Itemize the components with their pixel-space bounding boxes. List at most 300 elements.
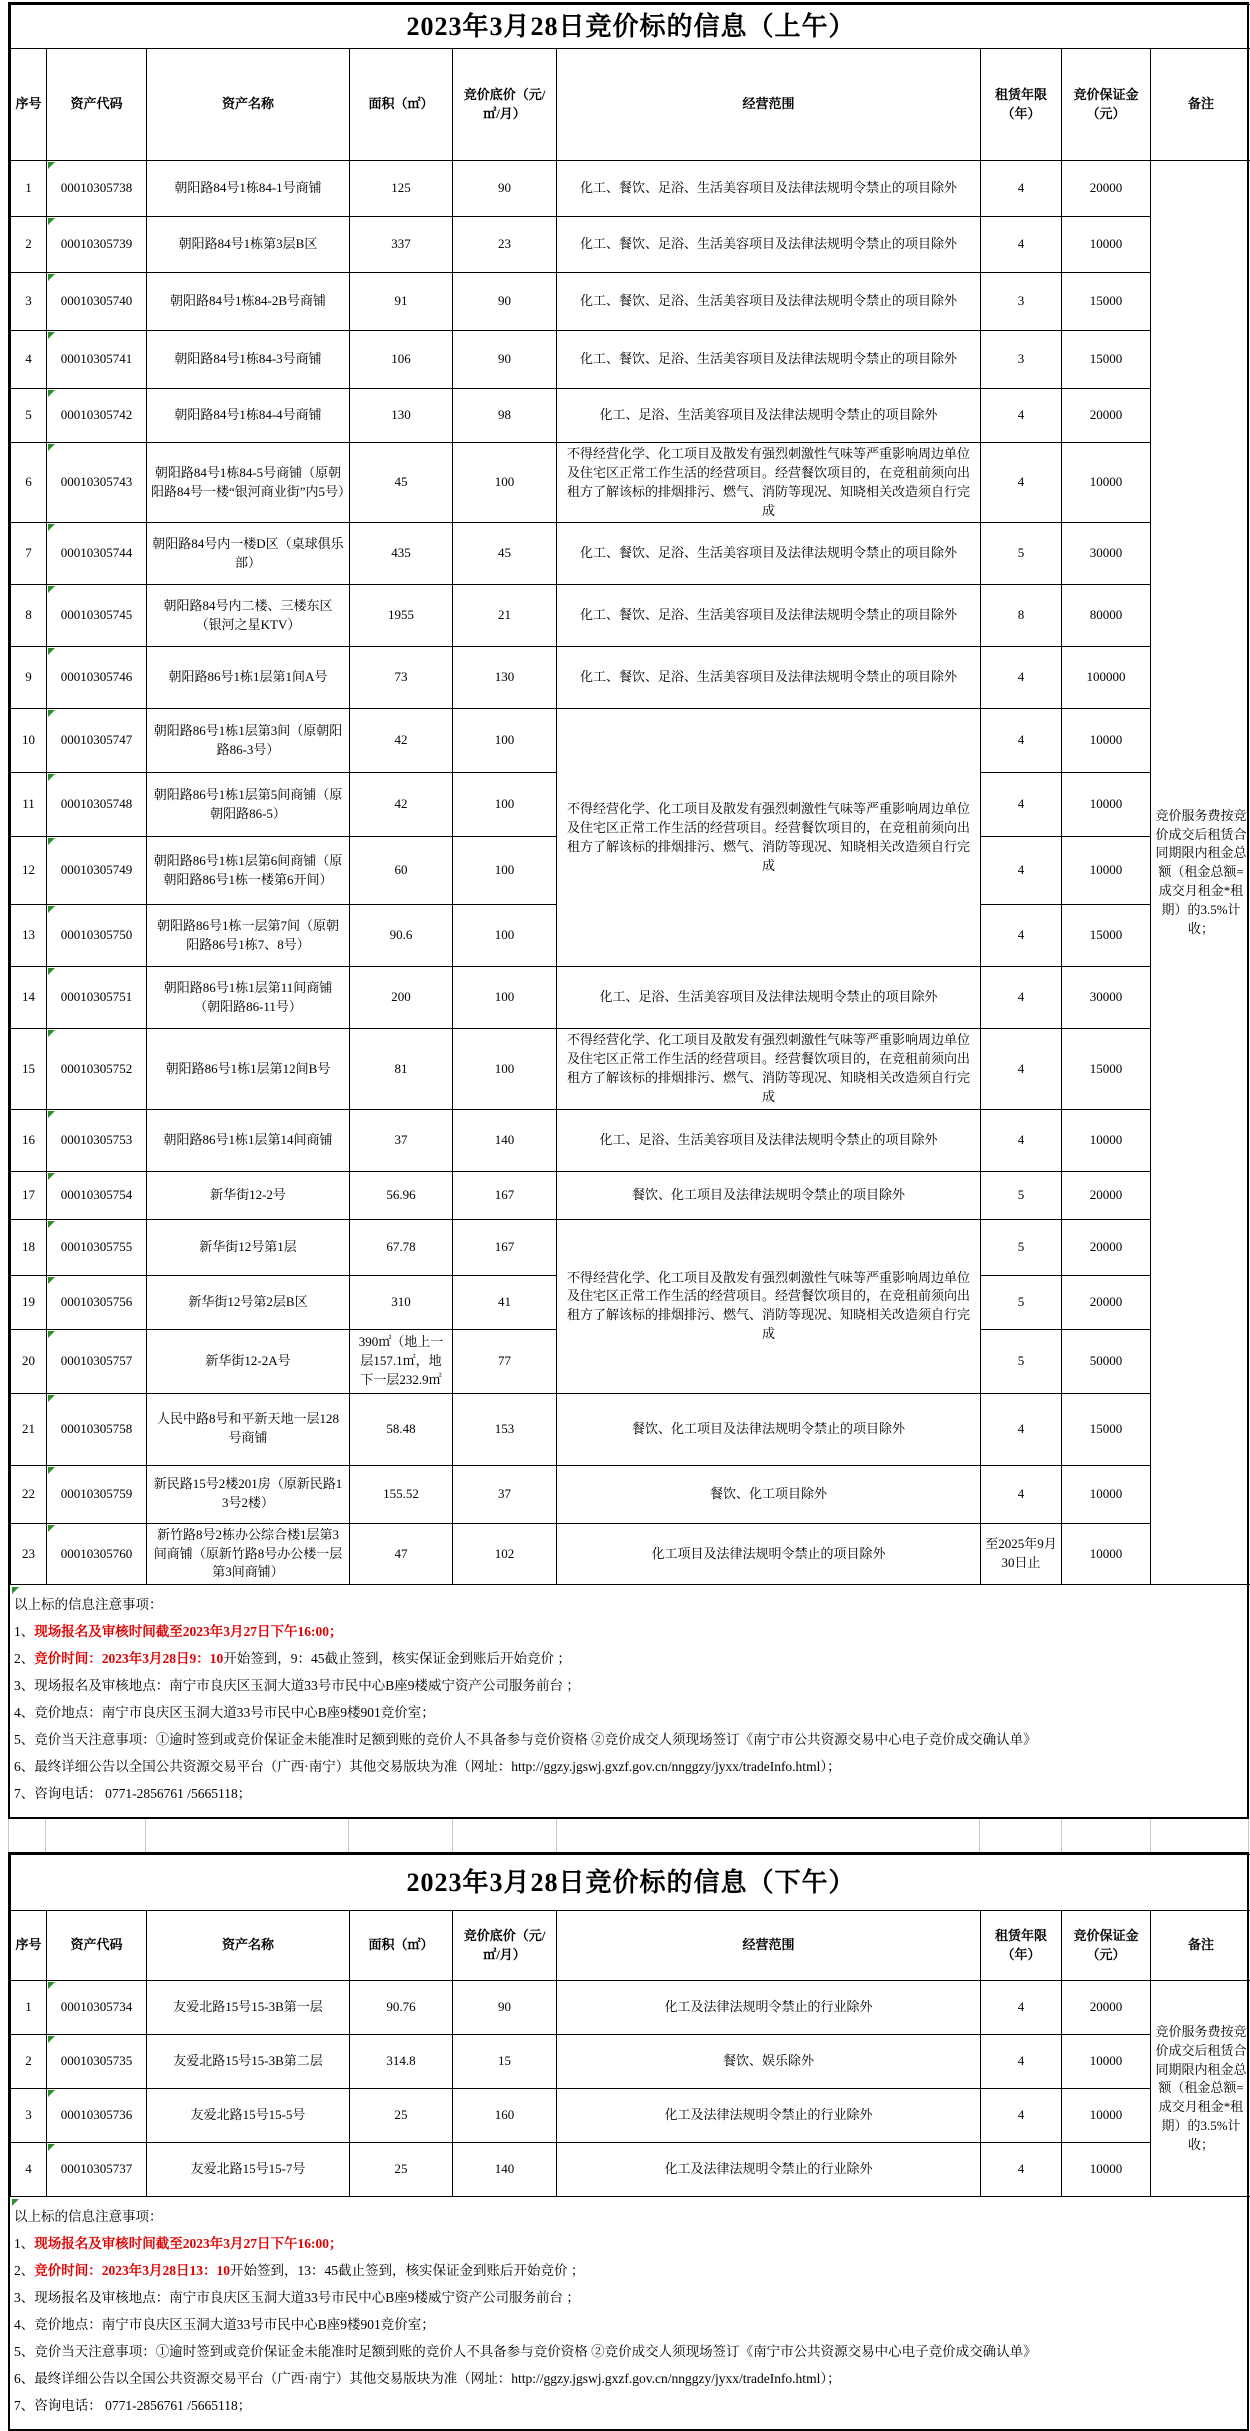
cell-lease-years: 4 (981, 905, 1062, 967)
cell-area: 81 (350, 1029, 453, 1109)
asset-code: 00010305734 (61, 1999, 133, 2014)
note-number: 2、 (14, 1651, 34, 1666)
cell-deposit: 10000 (1062, 837, 1151, 905)
cell-business-scope: 不得经营化学、化工项目及散发有强烈刺激性气味等严重影响周边单位及住宅区正常工作生活的经营项目。经营餐饮项目的，在竞租前须向出租方了解该标的排烟排污、燃气、消防等现况、知晓相关改造须自行完成 (557, 443, 981, 523)
cell-asset-name: 朝阳路84号1栋84-3号商铺 (147, 331, 350, 389)
cell-asset-code (47, 1219, 147, 1275)
cell-floor-price: 167 (453, 1219, 557, 1275)
cell-business-scope: 餐饮、化工项目及法律法规明令禁止的项目除外 (557, 1171, 981, 1219)
excel-flag-icon (48, 218, 55, 225)
table-row (11, 273, 1250, 331)
notes-morning (10, 1585, 1247, 1817)
cell-asset-code (47, 389, 147, 443)
cell-deposit: 15000 (1062, 1393, 1151, 1465)
cell-seq: 2 (11, 217, 47, 273)
grid-cell (46, 1819, 147, 1852)
cell-deposit: 20000 (1062, 1275, 1151, 1329)
asset-code: 00010305752 (61, 1061, 133, 1076)
asset-code: 00010305759 (61, 1486, 133, 1501)
note-item (14, 2365, 1241, 2392)
cell-asset-name: 新民路15号2楼201房（原新民路13号2楼） (147, 1465, 350, 1523)
grid-cell (1151, 1819, 1249, 1852)
cell-deposit: 10000 (1062, 1109, 1151, 1171)
excel-flag-icon (48, 586, 55, 593)
cell-seq: 10 (11, 709, 47, 773)
cell-seq: 3 (11, 273, 47, 331)
cell-area: 73 (350, 647, 453, 709)
grid-cell (146, 1819, 349, 1852)
note-number: 5、 (14, 2344, 34, 2359)
note-number: 3、 (14, 1678, 34, 1693)
cell-area: 25 (350, 2089, 453, 2143)
cell-deposit: 20000 (1062, 161, 1151, 217)
cell-asset-name: 朝阳路86号1栋1层第12间B号 (147, 1029, 350, 1109)
cell-seq: 7 (11, 523, 47, 585)
cell-business-scope: 化工、足浴、生活美容项目及法律法规明令禁止的项目除外 (557, 1109, 981, 1171)
excel-flag-icon (48, 274, 55, 281)
cell-seq: 1 (11, 161, 47, 217)
cell-deposit: 10000 (1062, 2089, 1151, 2143)
cell-asset-code (47, 1393, 147, 1465)
note-item (14, 2311, 1241, 2338)
cell-seq: 6 (11, 443, 47, 523)
header-asset-code: 资产代码 (47, 49, 147, 161)
note-red-text: 竞价时间：2023年3月28日13：10 (34, 2263, 230, 2278)
cell-asset-code (47, 1171, 147, 1219)
cell-remark-merged: 竞价服务费按竞价成交后租赁合同期限内租金总额（租金总额=成交月租金*租期）的3.5%计收； (1151, 1981, 1250, 2197)
cell-deposit: 30000 (1062, 967, 1151, 1029)
cell-seq: 8 (11, 585, 47, 647)
cell-asset-name: 新竹路8号2栋办公综合楼1层第3间商铺（原新竹路8号办公楼一层第3间商铺） (147, 1523, 350, 1585)
cell-seq: 4 (11, 2143, 47, 2197)
table-row (11, 161, 1250, 217)
asset-code: 00010305738 (61, 180, 133, 195)
cell-area: 56.96 (350, 1171, 453, 1219)
asset-code: 00010305735 (61, 2053, 133, 2068)
cell-asset-name: 新华街12号第1层 (147, 1219, 350, 1275)
excel-flag-icon (48, 2090, 55, 2097)
asset-code: 00010305744 (61, 545, 133, 560)
cell-floor-price: 167 (453, 1171, 557, 1219)
asset-code: 00010305743 (61, 474, 133, 489)
cell-floor-price: 100 (453, 773, 557, 837)
cell-area: 337 (350, 217, 453, 273)
table-row (11, 967, 1250, 1029)
note-item (14, 1618, 1241, 1645)
note-number: 3、 (14, 2290, 34, 2305)
table-row (11, 1981, 1250, 2035)
asset-code: 00010305754 (61, 1187, 133, 1202)
cell-lease-years: 4 (981, 217, 1062, 273)
grid-cell (557, 1819, 980, 1852)
asset-code: 00010305751 (61, 989, 133, 1004)
cell-asset-name: 朝阳路84号1栋84-2B号商铺 (147, 273, 350, 331)
cell-area: 60 (350, 837, 453, 905)
header-seq: 序号 (11, 1911, 47, 1981)
cell-floor-price: 140 (453, 1109, 557, 1171)
cell-area: 200 (350, 967, 453, 1029)
cell-lease-years: 5 (981, 1171, 1062, 1219)
table-row (11, 331, 1250, 389)
note-item (14, 2338, 1241, 2365)
note-red-text: 现场报名及审核时间截至2023年3月27日下午16:00； (34, 1624, 342, 1639)
asset-code: 00010305760 (61, 1546, 133, 1561)
grid-cell (453, 1819, 558, 1852)
asset-code: 00010305750 (61, 927, 133, 942)
cell-lease-years: 5 (981, 1329, 1062, 1393)
cell-floor-price: 100 (453, 1029, 557, 1109)
asset-code: 00010305753 (61, 1132, 133, 1147)
note-item (14, 1672, 1241, 1699)
grid-cell (8, 1819, 46, 1852)
header-seq: 序号 (11, 49, 47, 161)
header-floor-price: 竞价底价（元/㎡/月） (453, 49, 557, 161)
cell-seq: 1 (11, 1981, 47, 2035)
cell-asset-name: 朝阳路84号1栋84-4号商铺 (147, 389, 350, 443)
header-lease-years: 租赁年限（年） (981, 49, 1062, 161)
cell-asset-code (47, 967, 147, 1029)
note-number: 7、 (14, 2398, 34, 2413)
cell-lease-years: 4 (981, 1109, 1062, 1171)
asset-code: 00010305758 (61, 1421, 133, 1436)
cell-deposit: 20000 (1062, 389, 1151, 443)
cell-asset-name: 友爱北路15号15-5号 (147, 2089, 350, 2143)
cell-floor-price: 153 (453, 1393, 557, 1465)
header-floor-price: 竞价底价（元/㎡/月） (453, 1911, 557, 1981)
excel-flag-icon (48, 1277, 55, 1284)
excel-flag-icon (48, 444, 55, 451)
excel-flag-icon (12, 1587, 19, 1594)
header-deposit: 竞价保证金（元） (1062, 49, 1151, 161)
cell-asset-code (47, 2089, 147, 2143)
note-text: 竞价当天注意事项：①逾时签到或竞价保证金未能准时足额到账的竞价人不具备参与竞价资格 ②竞价成交人须现场签订《南宁市公共资源交易中心电子竞价成交确认单》 (34, 2344, 1036, 2359)
cell-asset-name: 朝阳路84号内二楼、三楼东区（银河之星KTV） (147, 585, 350, 647)
cell-floor-price: 90 (453, 1981, 557, 2035)
title-row (11, 1855, 1250, 1911)
asset-code: 00010305745 (61, 607, 133, 622)
cell-asset-code (47, 1275, 147, 1329)
excel-flag-icon (48, 1525, 55, 1532)
header-area: 面积（㎡） (350, 49, 453, 161)
cell-deposit: 80000 (1062, 585, 1151, 647)
cell-business-scope: 化工、餐饮、足浴、生活美容项目及法律法规明令禁止的项目除外 (557, 585, 981, 647)
cell-deposit: 50000 (1062, 1329, 1151, 1393)
cell-area: 435 (350, 523, 453, 585)
table-row (11, 709, 1250, 773)
cell-area: 42 (350, 773, 453, 837)
cell-floor-price: 98 (453, 389, 557, 443)
excel-flag-icon (48, 1331, 55, 1338)
excel-flag-icon (48, 1221, 55, 1228)
note-number: 1、 (14, 2236, 34, 2251)
cell-seq: 12 (11, 837, 47, 905)
cell-lease-years: 4 (981, 2143, 1062, 2197)
cell-deposit: 30000 (1062, 523, 1151, 585)
excel-flag-icon (48, 1111, 55, 1118)
afternoon-table (10, 1854, 1250, 2197)
header-remark: 备注 (1151, 1911, 1250, 1981)
cell-seq: 19 (11, 1275, 47, 1329)
cell-business-scope: 餐饮、娱乐除外 (557, 2035, 981, 2089)
cell-deposit: 10000 (1062, 443, 1151, 523)
cell-seq: 4 (11, 331, 47, 389)
cell-lease-years: 4 (981, 1981, 1062, 2035)
cell-lease-years: 4 (981, 161, 1062, 217)
cell-asset-name: 朝阳路84号1栋84-5号商铺（原朝阳路84号一楼“银河商业街”内5号） (147, 443, 350, 523)
notes-heading: 以上标的信息注意事项： (14, 1591, 1241, 1618)
cell-seq: 22 (11, 1465, 47, 1523)
cell-seq: 15 (11, 1029, 47, 1109)
cell-asset-code (47, 2035, 147, 2089)
cell-lease-years: 4 (981, 647, 1062, 709)
cell-area: 91 (350, 273, 453, 331)
cell-seq: 2 (11, 2035, 47, 2089)
cell-seq: 3 (11, 2089, 47, 2143)
cell-floor-price: 100 (453, 967, 557, 1029)
cell-deposit: 15000 (1062, 331, 1151, 389)
cell-asset-code (47, 647, 147, 709)
cell-asset-name: 朝阳路84号内一楼D区（桌球俱乐部） (147, 523, 350, 585)
cell-lease-years: 4 (981, 967, 1062, 1029)
note-item (14, 1780, 1241, 1807)
cell-asset-code (47, 1523, 147, 1585)
asset-code: 00010305739 (61, 236, 133, 251)
cell-area: 90.6 (350, 905, 453, 967)
cell-area: 125 (350, 161, 453, 217)
cell-area: 310 (350, 1275, 453, 1329)
cell-asset-code (47, 1465, 147, 1523)
asset-code: 00010305742 (61, 407, 133, 422)
note-item (14, 1699, 1241, 1726)
cell-asset-name: 朝阳路84号1栋第3层B区 (147, 217, 350, 273)
cell-asset-code (47, 331, 147, 389)
note-item (14, 2230, 1241, 2257)
note-number: 5、 (14, 1732, 34, 1747)
note-red-text: 竞价时间：2023年3月28日9：10 (34, 1651, 223, 1666)
header-asset-name: 资产名称 (147, 49, 350, 161)
cell-lease-years: 至2025年9月30日止 (981, 1523, 1062, 1585)
cell-floor-price: 90 (453, 331, 557, 389)
excel-flag-icon (48, 648, 55, 655)
cell-asset-code (47, 273, 147, 331)
cell-area: 47 (350, 1523, 453, 1585)
cell-business-scope: 化工项目及法律法规明令禁止的项目除外 (557, 1523, 981, 1585)
header-area: 面积（㎡） (350, 1911, 453, 1981)
table-row (11, 1523, 1250, 1585)
cell-asset-name: 新华街12号第2层B区 (147, 1275, 350, 1329)
note-item (14, 1645, 1241, 1672)
cell-area: 106 (350, 331, 453, 389)
cell-asset-code (47, 217, 147, 273)
cell-business-scope: 化工、足浴、生活美容项目及法律法规明令禁止的项目除外 (557, 389, 981, 443)
excel-flag-icon (48, 1982, 55, 1989)
excel-flag-icon (48, 390, 55, 397)
cell-seq: 21 (11, 1393, 47, 1465)
cell-business-scope: 化工及法律法规明令禁止的行业除外 (557, 2143, 981, 2197)
header-remark: 备注 (1151, 49, 1250, 161)
cell-lease-years: 5 (981, 1275, 1062, 1329)
note-text: 最终详细公告以全国公共资源交易平台（广西·南宁）其他交易版块为准（网址：http://ggzy.jgswj.gxzf.gov.cn/nnggzy/jyxx/tradeInfo.html）； (34, 2371, 840, 2386)
asset-code: 00010305748 (61, 796, 133, 811)
asset-code: 00010305757 (61, 1353, 133, 1368)
cell-asset-name: 友爱北路15号15-7号 (147, 2143, 350, 2197)
cell-remark-merged: 竞价服务费按竞价成交后租赁合同期限内租金总额（租金总额=成交月租金*租期）的3.5%计收； (1151, 161, 1250, 1585)
cell-lease-years: 4 (981, 2035, 1062, 2089)
cell-asset-name: 朝阳路86号1栋1层第1间A号 (147, 647, 350, 709)
cell-asset-name: 朝阳路86号1栋1层第6间商铺（原朝阳路86号1栋一楼第6开间） (147, 837, 350, 905)
cell-deposit: 10000 (1062, 217, 1151, 273)
cell-deposit: 15000 (1062, 1029, 1151, 1109)
table-row (11, 1219, 1250, 1275)
note-text: 咨询电话： 0771-2856761 /5665118； (34, 2398, 251, 2413)
asset-code: 00010305737 (61, 2161, 133, 2176)
header-business-scope: 经营范围 (557, 1911, 981, 1981)
header-business-scope: 经营范围 (557, 49, 981, 161)
asset-code: 00010305755 (61, 1239, 133, 1254)
table-row (11, 389, 1250, 443)
header-row (11, 49, 1250, 161)
excel-flag-icon (48, 2036, 55, 2043)
cell-asset-code (47, 709, 147, 773)
cell-business-scope: 化工、餐饮、足浴、生活美容项目及法律法规明令禁止的项目除外 (557, 523, 981, 585)
cell-business-scope: 化工、餐饮、足浴、生活美容项目及法律法规明令禁止的项目除外 (557, 217, 981, 273)
cell-area: 37 (350, 1109, 453, 1171)
cell-floor-price: 102 (453, 1523, 557, 1585)
cell-area: 45 (350, 443, 453, 523)
cell-asset-name: 友爱北路15号15-3B第一层 (147, 1981, 350, 2035)
cell-business-scope: 餐饮、化工项目及法律法规明令禁止的项目除外 (557, 1393, 981, 1465)
cell-area: 130 (350, 389, 453, 443)
note-number: 6、 (14, 2371, 34, 2386)
cell-floor-price: 90 (453, 273, 557, 331)
cell-lease-years: 4 (981, 1393, 1062, 1465)
cell-business-scope-merged: 不得经营化学、化工项目及散发有强烈刺激性气味等严重影响周边单位及住宅区正常工作生活的经营项目。经营餐饮项目的，在竞租前须向出租方了解该标的排烟排污、燃气、消防等现况、知晓相关改造须自行完成 (557, 1219, 981, 1393)
note-item (14, 1753, 1241, 1780)
cell-lease-years: 3 (981, 273, 1062, 331)
cell-asset-code (47, 443, 147, 523)
table-row (11, 217, 1250, 273)
spreadsheet-page (8, 2, 1249, 2431)
cell-asset-code (47, 1029, 147, 1109)
cell-asset-code (47, 905, 147, 967)
asset-code: 00010305746 (61, 669, 133, 684)
cell-floor-price: 130 (453, 647, 557, 709)
cell-seq: 17 (11, 1171, 47, 1219)
cell-area: 314.8 (350, 2035, 453, 2089)
note-item (14, 2257, 1241, 2284)
cell-seq: 14 (11, 967, 47, 1029)
cell-floor-price: 100 (453, 837, 557, 905)
cell-area: 390㎡（地上一层157.1㎡，地下一层232.9㎡ (350, 1329, 453, 1393)
cell-asset-name: 人民中路8号和平新天地一层128号商铺 (147, 1393, 350, 1465)
cell-lease-years: 4 (981, 443, 1062, 523)
cell-asset-name: 朝阳路84号1栋84-1号商铺 (147, 161, 350, 217)
excel-flag-icon (48, 1467, 55, 1474)
note-number: 4、 (14, 2317, 34, 2332)
excel-flag-icon (48, 838, 55, 845)
cell-asset-code (47, 585, 147, 647)
morning-table (10, 4, 1250, 1585)
cell-lease-years: 5 (981, 523, 1062, 585)
cell-deposit: 100000 (1062, 647, 1151, 709)
note-item (14, 2284, 1241, 2311)
cell-asset-name: 朝阳路86号1栋1层第11间商铺（朝阳路86-11号） (147, 967, 350, 1029)
cell-floor-price: 45 (453, 523, 557, 585)
excel-flag-icon (48, 774, 55, 781)
table-row (11, 443, 1250, 523)
table-row (11, 647, 1250, 709)
cell-seq: 11 (11, 773, 47, 837)
excel-flag-icon (48, 710, 55, 717)
cell-area: 67.78 (350, 1219, 453, 1275)
notes-heading: 以上标的信息注意事项： (14, 2203, 1241, 2230)
header-asset-code: 资产代码 (47, 1911, 147, 1981)
cell-floor-price: 37 (453, 1465, 557, 1523)
excel-flag-icon (48, 1030, 55, 1037)
cell-asset-code (47, 1109, 147, 1171)
cell-asset-code (47, 2143, 147, 2197)
excel-flag-icon (48, 524, 55, 531)
cell-deposit: 20000 (1062, 1171, 1151, 1219)
excel-flag-icon (12, 2199, 19, 2206)
cell-deposit: 10000 (1062, 1523, 1151, 1585)
cell-seq: 13 (11, 905, 47, 967)
header-row (11, 1911, 1250, 1981)
notes-afternoon (10, 2197, 1247, 2429)
cell-seq: 18 (11, 1219, 47, 1275)
note-number: 7、 (14, 1786, 34, 1801)
note-number: 2、 (14, 2263, 34, 2278)
cell-asset-name: 友爱北路15号15-3B第二层 (147, 2035, 350, 2089)
cell-floor-price: 21 (453, 585, 557, 647)
excel-flag-icon (48, 968, 55, 975)
afternoon-table-title: 2023年3月28日竞价标的信息（下午） (11, 1855, 1250, 1911)
cell-floor-price: 140 (453, 2143, 557, 2197)
cell-lease-years: 4 (981, 709, 1062, 773)
cell-asset-code (47, 1329, 147, 1393)
cell-floor-price: 100 (453, 905, 557, 967)
cell-area: 1955 (350, 585, 453, 647)
cell-asset-name: 朝阳路86号1栋一层第7间（原朝阳路86号1栋7、8号） (147, 905, 350, 967)
cell-deposit: 10000 (1062, 1465, 1151, 1523)
cell-seq: 9 (11, 647, 47, 709)
excel-flag-icon (48, 332, 55, 339)
cell-area: 90.76 (350, 1981, 453, 2035)
cell-area: 58.48 (350, 1393, 453, 1465)
table-row (11, 585, 1250, 647)
cell-asset-code (47, 1981, 147, 2035)
cell-business-scope: 化工、足浴、生活美容项目及法律法规明令禁止的项目除外 (557, 967, 981, 1029)
cell-lease-years: 5 (981, 1219, 1062, 1275)
cell-lease-years: 4 (981, 1465, 1062, 1523)
note-text: 开始签到，13：45截止签到，核实保证金到账后开始竞价 ； (230, 2263, 584, 2278)
morning-table-block (8, 2, 1249, 1819)
empty-grid-row (8, 1819, 1249, 1852)
cell-deposit: 20000 (1062, 1981, 1151, 2035)
grid-cell (1062, 1819, 1152, 1852)
note-red-text: 现场报名及审核时间截至2023年3月27日下午16:00； (34, 2236, 342, 2251)
cell-area: 155.52 (350, 1465, 453, 1523)
cell-business-scope: 化工、餐饮、足浴、生活美容项目及法律法规明令禁止的项目除外 (557, 331, 981, 389)
cell-deposit: 10000 (1062, 2035, 1151, 2089)
cell-seq: 5 (11, 389, 47, 443)
cell-floor-price: 160 (453, 2089, 557, 2143)
cell-business-scope: 餐饮、化工项目除外 (557, 1465, 981, 1523)
note-item (14, 1726, 1241, 1753)
cell-deposit: 15000 (1062, 905, 1151, 967)
cell-asset-name: 朝阳路86号1栋1层第14间商铺 (147, 1109, 350, 1171)
cell-area: 42 (350, 709, 453, 773)
